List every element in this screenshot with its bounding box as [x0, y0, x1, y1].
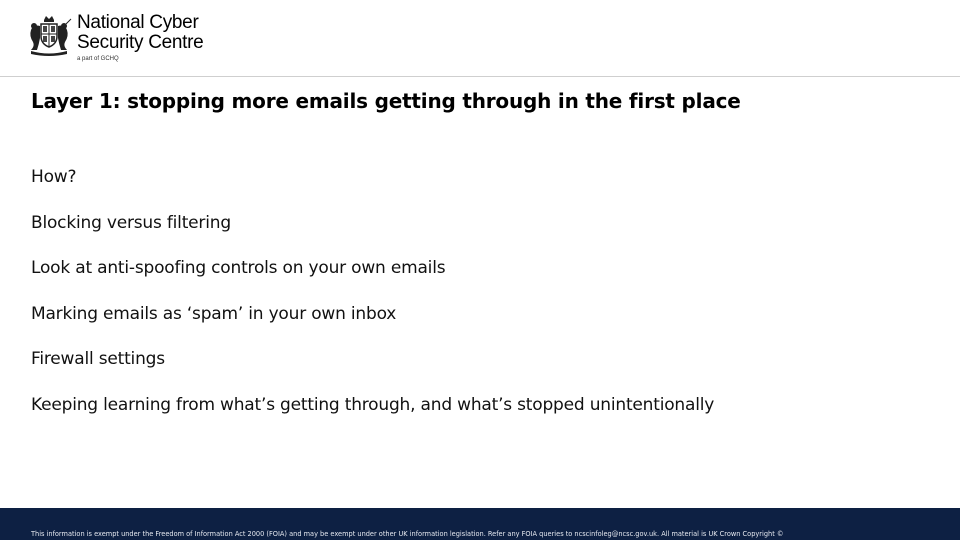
brand-name-line1: National Cyber	[77, 12, 199, 33]
bullet-item: Blocking versus filtering	[31, 212, 231, 233]
footer-disclaimer: This information is exempt under the Freedom of Information Act 2000 (FOIA) and may be exempt under other UK information legislation. Refer any FOIA queries to ncscinfoleg@ncsc.gov.uk. All material is UK Crown Copyright ©	[31, 530, 784, 538]
slide-header	[0, 0, 960, 76]
footer-bar	[0, 508, 960, 540]
bullet-item: How?	[31, 167, 77, 187]
bullet-item: Keeping learning from what’s getting through, and what’s stopped unintentionally	[31, 394, 715, 415]
bullet-item: Marking emails as ‘spam’ in your own inbox	[31, 303, 397, 324]
bullet-item: Look at anti-spoofing controls on your own emails	[31, 258, 446, 278]
brand-name	[77, 13, 203, 53]
bullet-item: Firewall settings	[31, 349, 165, 369]
royal-crest-icon	[25, 14, 73, 56]
brand-name-line2: Security Centre	[77, 32, 204, 53]
slide-title: Layer 1: stopping more emails getting through in the first place	[31, 89, 741, 113]
header-divider	[0, 76, 960, 77]
bullet-list	[31, 166, 714, 439]
brand-subline: a part of GCHQ	[77, 56, 119, 62]
